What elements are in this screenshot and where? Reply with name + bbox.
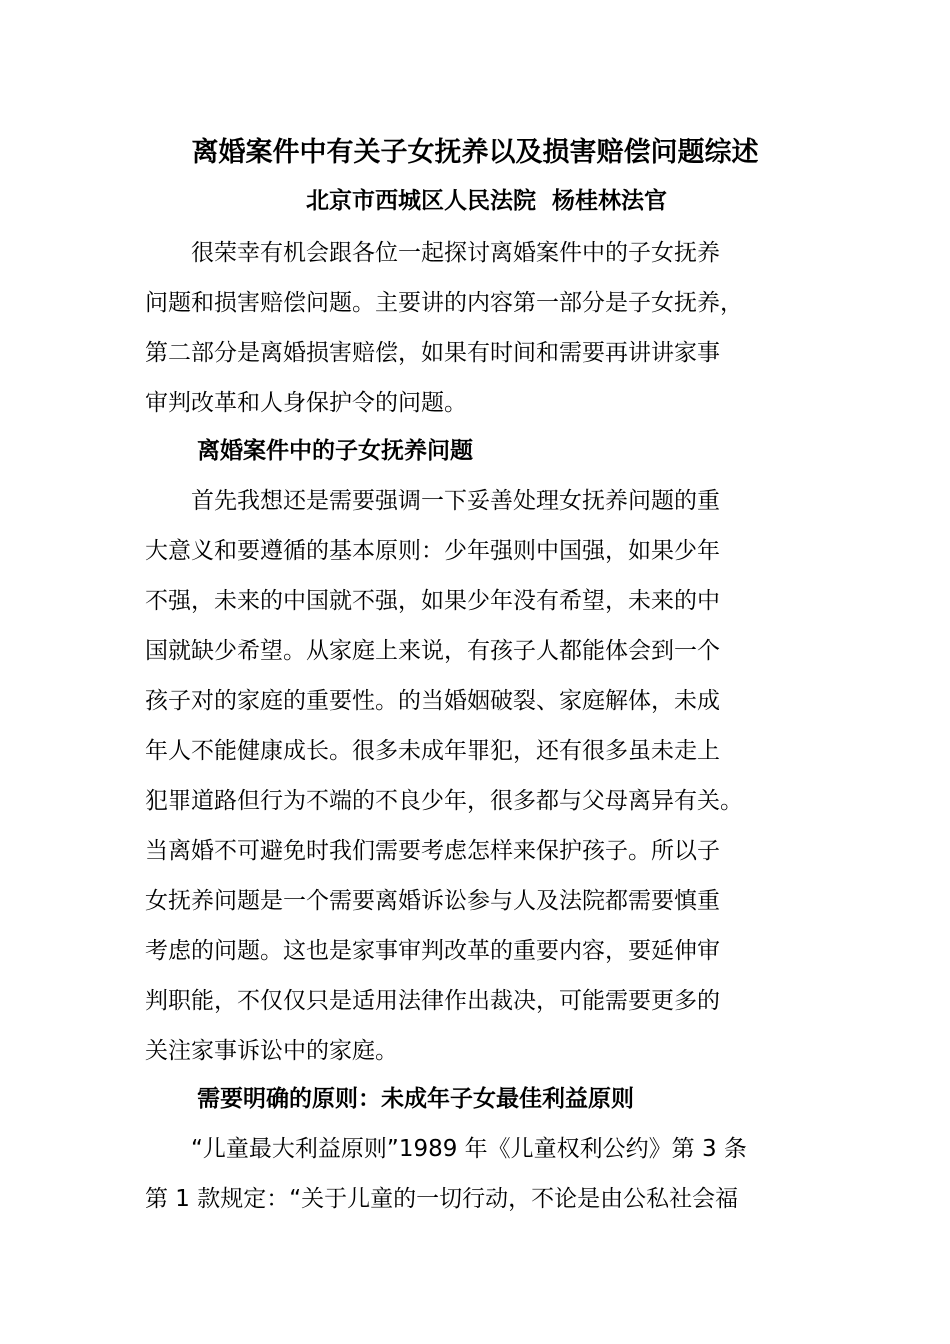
body-line: 判职能，不仅仅只是适用法律作出裁决，可能需要更多的	[145, 988, 720, 1014]
body-line: 大意义和要遵循的基本原则：少年强则中国强，如果少年	[145, 538, 720, 564]
body-line: 关注家事诉讼中的家庭。	[145, 1038, 398, 1064]
section-heading-child-custody: 离婚案件中的子女抚养问题	[197, 438, 473, 464]
body-line: 不强，未来的中国就不强，如果少年没有希望，未来的中	[145, 588, 720, 614]
intro-line: 审判改革和人身保护令的问题。	[145, 390, 467, 416]
body-line: 孩子对的家庭的重要性。的当婚姻破裂、家庭解体，未成	[145, 688, 720, 714]
final-paragraph	[145, 1124, 805, 1224]
body-line: 首先我想还是需要强调一下妥善处理女抚养问题的重	[145, 488, 720, 514]
intro-line: 很荣幸有机会跟各位一起探讨离婚案件中的子女抚养	[145, 240, 720, 266]
body-line: 国就缺少希望。从家庭上来说，有孩子人都能体会到一个	[145, 638, 720, 664]
intro-line: 第二部分是离婚损害赔偿，如果有时间和需要再讲讲家事	[145, 340, 720, 366]
intro-paragraph	[145, 228, 805, 428]
body-line: 年人不能健康成长。很多未成年罪犯，还有很多虽未走上	[145, 738, 720, 764]
final-line: “儿童最大利益原则”1989 年《儿童权利公约》第 3 条	[145, 1136, 747, 1162]
section-heading-best-interest: 需要明确的原则：未成年子女最佳利益原则	[197, 1086, 634, 1112]
final-line: 第 1 款规定：“关于儿童的一切行动，不论是由公私社会福	[145, 1186, 739, 1212]
document-subtitle: 北京市西城区人民法院 杨桂林法官	[306, 188, 668, 214]
body-line: 当离婚不可避免时我们需要考虑怎样来保护孩子。所以子	[145, 838, 720, 864]
intro-line: 问题和损害赔偿问题。主要讲的内容第一部分是子女抚养，	[145, 290, 743, 316]
body-paragraph	[145, 476, 805, 1076]
body-line: 考虑的问题。这也是家事审判改革的重要内容，要延伸审	[145, 938, 720, 964]
body-line: 女抚养问题是一个需要离婚诉讼参与人及法院都需要慎重	[145, 888, 720, 914]
body-line: 犯罪道路但行为不端的不良少年，很多都与父母离异有关。	[145, 788, 743, 814]
document-title: 离婚案件中有关子女抚养以及损害赔偿问题综述	[191, 137, 759, 168]
